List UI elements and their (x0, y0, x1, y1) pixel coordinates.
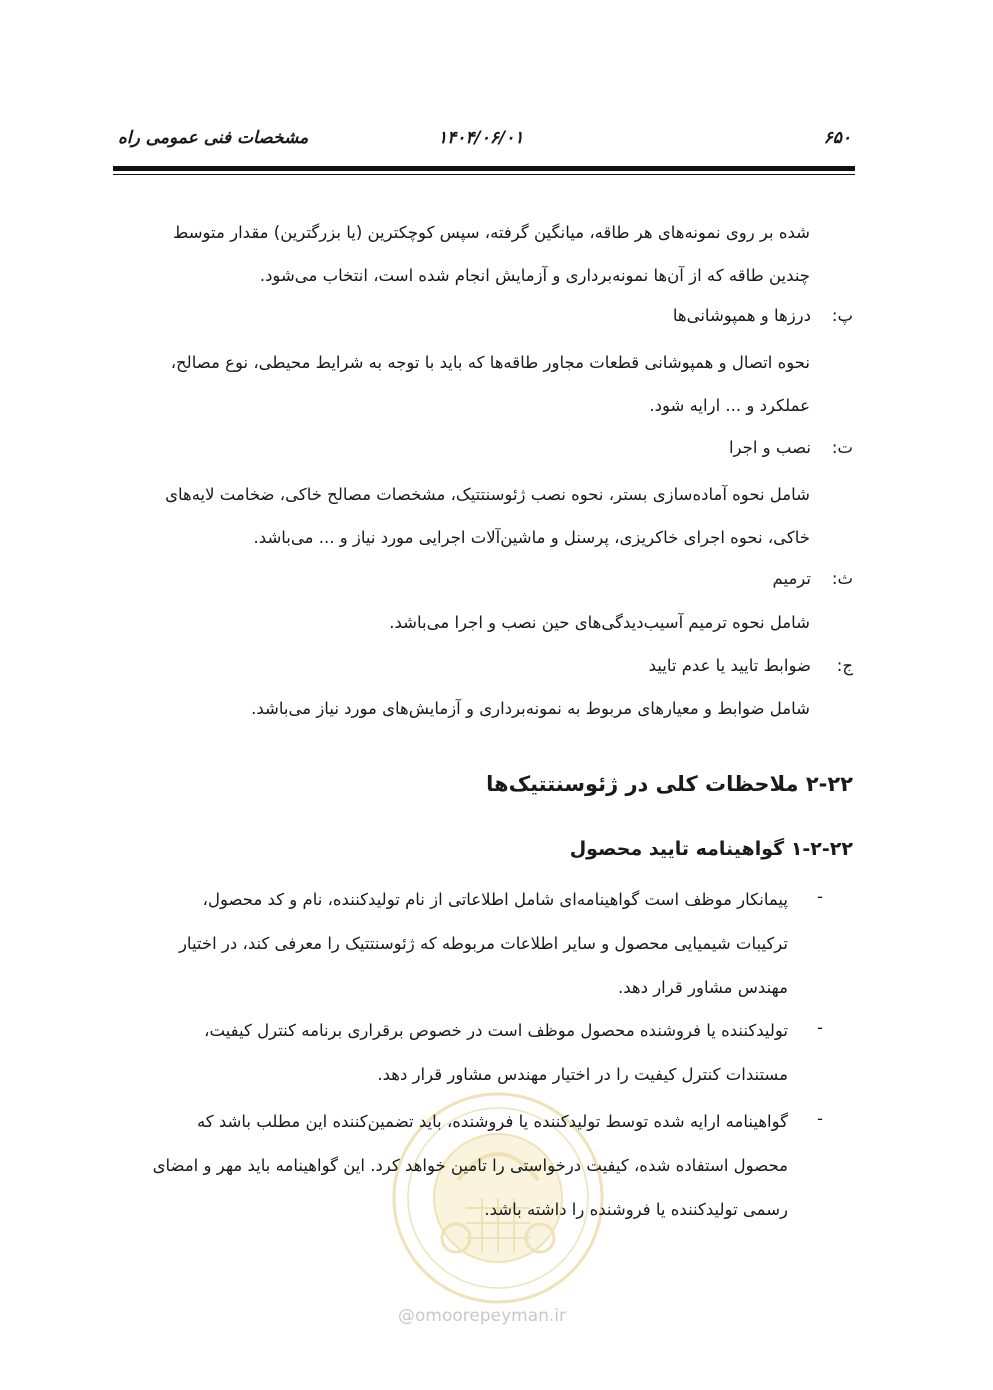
header-rule-thick (113, 166, 855, 171)
bullet-item-2 (118, 1009, 788, 1097)
watermark-text: @omoorepeyman.ir (398, 1306, 567, 1326)
item-body-jim: شامل ضوابط و معیارهای مربوط به نمونه‌برداری و آزمایش‌های مورد نیاز می‌باشد. (251, 699, 810, 718)
item-heading-jim (649, 656, 853, 675)
header-title: مشخصات فنی عمومی راه (118, 128, 309, 148)
item-letter: ج: (836, 656, 853, 675)
header-rule-thin (113, 174, 855, 175)
item-letter: ت: (831, 438, 853, 457)
bullet-line: ترکیبات شیمیایی محصول و سایر اطلاعات مربوطه که ژئوسنتتیک را معرفی کند، در اختیار (178, 934, 788, 953)
item-line: شامل نحوه آماده‌سازی بستر، نحوه نصب ژئوسنتتیک، مشخصات مصالح خاکی، ضخامت لایه‌های (165, 485, 810, 504)
item-letter: ث: (831, 569, 853, 588)
page-number: ۶۵۰ (823, 128, 851, 148)
item-body-te (120, 473, 810, 559)
bullet-item-3 (118, 1100, 788, 1232)
bullet-line: مهندس مشاور قرار دهد. (618, 978, 788, 997)
bullet-item-1 (118, 878, 788, 1010)
item-line: خاکی، نحوه اجرای خاکریزی، پرسنل و ماشین‌آلات اجرایی مورد نیاز و ... می‌باشد. (253, 528, 810, 547)
item-heading-se (773, 569, 854, 588)
bullet-line: محصول استفاده شده، کیفیت درخواستی را تامین خواهد کرد. این گواهینامه باید مهر و امضای (152, 1156, 788, 1175)
intro-line-1: شده بر روی نمونه‌های هر طاقه، میانگین گرفته، سپس کوچکترین (یا بزرگترین) مقدار متوسط (173, 223, 810, 242)
subsection-heading: ۱-۲-۲۲ گواهینامه تایید محصول (569, 838, 853, 860)
item-letter: پ: (831, 306, 853, 325)
intro-line-2: چندین طاقه که از آن‌ها نمونه‌برداری و آزمایش انجام شده است، انتخاب می‌شود. (259, 266, 810, 285)
item-title: درزها و همپوشانی‌ها (672, 306, 811, 325)
item-line: عملکرد و ... ارایه شود. (649, 396, 810, 415)
item-body-se: شامل نحوه ترمیم آسیب‌دیدگی‌های حین نصب و اجرا می‌باشد. (389, 613, 810, 632)
section-heading: ۲-۲۲ ملاحظات کلی در ژئوسنتتیک‌ها (486, 772, 853, 796)
item-line: نحوه اتصال و همپوشانی قطعات مجاور طاقه‌ها که باید با توجه به شرایط محیطی، نوع مصالح، (170, 353, 810, 372)
item-title: ضوابط تایید یا عدم تایید (648, 656, 811, 675)
item-title: ترمیم (772, 569, 811, 588)
bullet-line: گواهینامه ارایه شده توسط تولیدکننده یا فروشنده، باید تضمین‌کننده این مطلب باشد که (196, 1112, 788, 1131)
bullet-dash: - (817, 887, 823, 906)
header-date: ۱۴۰۴/۰۶/۰۱ (438, 128, 524, 148)
bullet-line: مستندات کنترل کیفیت را در اختیار مهندس مشاور قرار دهد. (377, 1065, 788, 1084)
bullet-line: تولیدکننده یا فروشنده محصول موظف است در خصوص برقراری برنامه کنترل کیفیت، (204, 1021, 788, 1040)
item-title: نصب و اجرا (728, 438, 811, 457)
item-body-pe (120, 341, 810, 427)
bullet-dash: - (817, 1018, 823, 1037)
bullet-line: رسمی تولیدکننده یا فروشنده را داشته باشد. (484, 1200, 788, 1219)
intro-paragraph (120, 211, 810, 297)
item-heading-pe (673, 306, 853, 325)
item-heading-te (729, 438, 853, 457)
bullet-dash: - (817, 1109, 823, 1128)
bullet-line: پیمانکار موظف است گواهینامه‌ای شامل اطلاعاتی از نام تولیدکننده، نام و کد محصول، (202, 890, 788, 909)
